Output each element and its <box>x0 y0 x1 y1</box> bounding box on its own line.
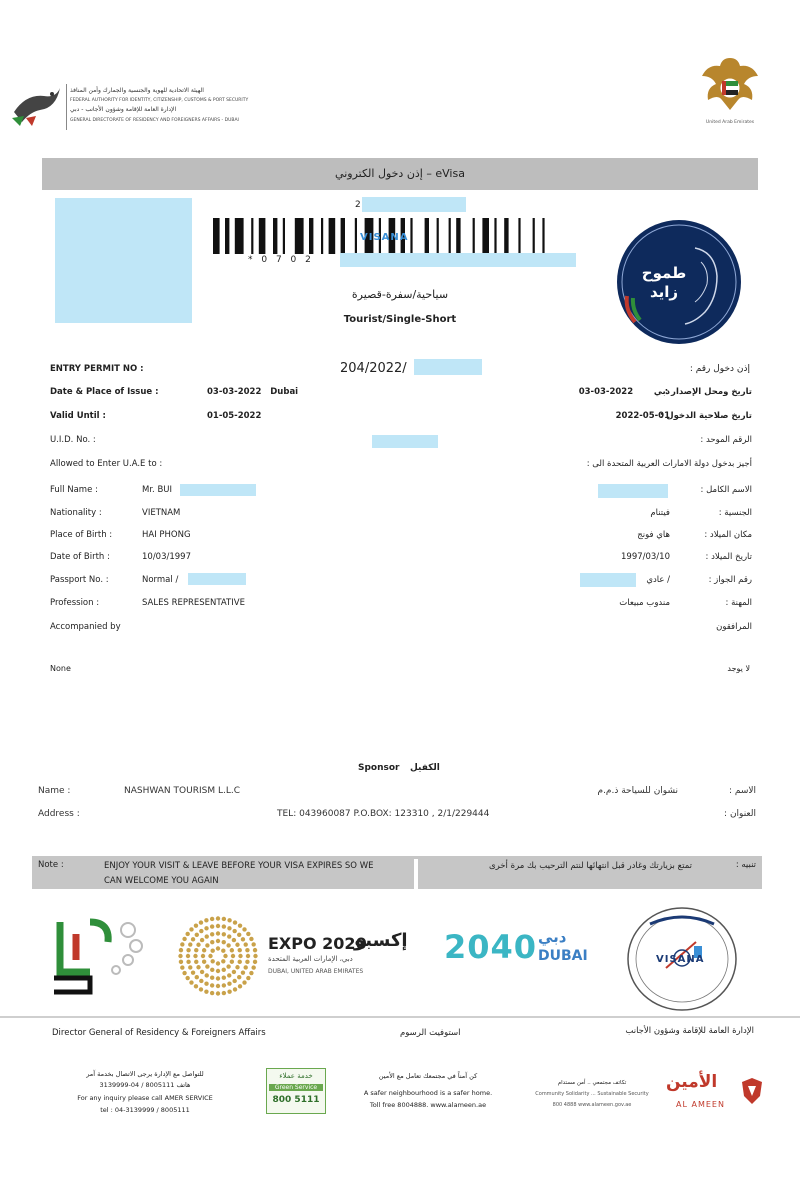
sponsor-address-label-ar: العنوان : <box>724 809 756 819</box>
directorate-ar: الإدارة العامة للإقامة وشؤون الأجانب <box>625 1026 754 1036</box>
note-label-ar: تنبيه : <box>735 860 756 870</box>
accompanied-none-ar: لا يوجد <box>727 664 750 673</box>
field-label-ar: رقم الجواز : <box>708 575 752 585</box>
sponsor-name-label-en: Name : <box>38 786 71 796</box>
falcon-emblem-icon <box>700 54 760 120</box>
expo-rosette-icon <box>176 914 260 998</box>
uae-emblem <box>700 54 760 128</box>
field-value-en: HAI PHONG <box>142 530 191 540</box>
photo-redacted <box>55 198 192 323</box>
alameen-en1: A safer neighbourhood is a safer home. <box>363 1089 493 1097</box>
sponsor-address: TEL: 043960087 P.O.BOX: 123310 , 2/1/229444 <box>277 809 490 819</box>
field-value-ar: فيتنام <box>650 508 670 518</box>
alameen-shield-icon <box>740 1078 764 1106</box>
barcode-top-text: 2 <box>355 200 361 210</box>
alameen-en2: Toll free 8004888. www.alameen.ae <box>369 1101 487 1109</box>
dubai2040-ar: دبي <box>538 928 567 946</box>
accompanied-none-en: None <box>50 664 71 673</box>
field-value-ar: / عادي <box>646 575 670 585</box>
field-value-ar: 1997/03/10 <box>621 552 670 562</box>
sponsor-title-ar: الكفيل <box>410 763 440 773</box>
permit-number-redacted <box>414 359 482 375</box>
authority-ar-line2: الإدارة العامة للإقامة وشؤون الأجانب - دبي <box>70 106 177 113</box>
field-label-ar: الاسم الكامل : <box>700 485 752 495</box>
visa-type-en: Tourist/Single-Short <box>343 314 457 325</box>
field-label-ar: تاريخ صلاحية الدخول : <box>659 411 752 421</box>
evisa-title: إذن دخول الكتروني – eVisa <box>335 167 465 180</box>
sponsor-title-en: Sponsor <box>358 763 400 773</box>
field-label-en: Nationality : <box>50 508 102 518</box>
alameen-logo-en: AL AMEEN <box>676 1100 725 1109</box>
field-label-en: Profession : <box>50 598 100 608</box>
community-ar: تكاتف مجتمعي .. أمن مستدام <box>557 1080 627 1086</box>
uid-redacted <box>372 435 438 448</box>
permit-number: 204/2022/ <box>340 361 407 376</box>
field-label-en: Date of Birth : <box>50 552 110 562</box>
evisa-header-bar <box>42 158 758 190</box>
inquiry-ar1: للتواصل مع الإدارة يرجى الاتصال بخدمة آمر <box>86 1070 204 1078</box>
emblem-caption: United Arab Emirates <box>705 120 755 125</box>
field-label-en: Valid Until : <box>50 411 106 421</box>
field-label-en: Allowed to Enter U.A.E to : <box>50 459 163 469</box>
field-value-en: 03-03-2022 Dubai <box>207 387 299 397</box>
authority-ar-line1: الهيئة الاتحادية للهوية والجنسية والجمارك وأمن المنافذ <box>70 87 204 94</box>
note-bar-split <box>414 859 418 889</box>
barcode-top-redacted <box>362 197 466 212</box>
expo-sub-en: DUBAI, UNITED ARAB EMIRATES <box>268 968 364 975</box>
field-label-ar: الجنسية : <box>718 508 752 518</box>
sponsor-name-en: NASHWAN TOURISM L.L.C <box>124 786 240 796</box>
sponsor-address-label-en: Address : <box>38 809 80 819</box>
field-value-en: SALES REPRESENTATIVE <box>142 598 245 608</box>
sponsor-name-ar: نشوان للسياحة ذ.م.م <box>597 786 678 796</box>
field-label-ar: المرافقون <box>716 622 752 632</box>
note-label-en: Note : <box>38 860 64 870</box>
field-value-en: 10/03/1997 <box>142 552 191 562</box>
field-value-ar: هاي فونج <box>637 530 670 540</box>
expo-title-en: EXPO 2020 <box>268 934 367 953</box>
permit-label-en: ENTRY PERMIT NO : <box>50 364 144 374</box>
year-of-50-icon <box>50 912 150 996</box>
visa-type-ar: سياحية/سفرة-قصيرة <box>351 288 449 301</box>
barcode-bottom-redacted <box>340 253 576 267</box>
authority-divider <box>66 84 67 130</box>
field-value-en: Mr. BUI <box>142 485 173 495</box>
green-service-logo <box>266 1068 326 1114</box>
permit-label-ar: إذن دخول رقم : <box>689 364 750 374</box>
dubai2040-number: 2040 <box>444 928 538 966</box>
dubai2040-en: DUBAI <box>538 948 588 964</box>
field-label-en: Full Name : <box>50 485 98 495</box>
inquiry-ar2: هاتف 8005111 / 04-3139999 <box>99 1081 191 1089</box>
footer-divider <box>0 1016 800 1018</box>
field-label-ar: الرقم الموحد : <box>700 435 752 445</box>
field-label-ar: تاريخ ومحل الإصدار : <box>664 387 752 397</box>
field-label-ar: مكان الميلاد : <box>704 530 752 540</box>
inquiry-en2: tel : 04-3139999 / 8005111 <box>100 1106 190 1114</box>
name-ar-redacted <box>598 484 668 498</box>
signature-ar: استوفيت الرسوم <box>400 1028 461 1038</box>
badge-text: طموح زايد <box>641 264 687 301</box>
note-text-ar: تمتع بزيارتك وغادر قبل انتهائها لنتم الترحيب بك مرة أخرى <box>488 861 692 871</box>
field-label-ar: المهنة : <box>725 598 752 608</box>
passport-ar-redacted <box>580 573 636 587</box>
field-label-en: U.I.D. No. : <box>50 435 96 445</box>
alameen-logo-ar: الأمين <box>666 1072 718 1092</box>
expo-title-ar: إكسبو <box>354 930 408 951</box>
field-value-ar: 2022-05-01 <box>615 411 670 421</box>
visana-watermark: VISANA <box>360 232 409 243</box>
expo-logo <box>176 914 260 998</box>
name-en-redacted <box>180 484 256 496</box>
community-en: Community Solidarity ... Sustainable Security <box>535 1091 649 1097</box>
field-label-ar: تاريخ الميلاد : <box>705 552 752 562</box>
field-value-en: VIETNAM <box>142 508 181 518</box>
field-value-en: 01-05-2022 <box>207 411 262 421</box>
visana-stamp-text: VISANA <box>656 954 705 965</box>
field-label-ar: أجيز بدخول دولة الامارات العربية المتحدة الى : <box>586 459 752 469</box>
field-label-en: Date & Place of Issue : <box>50 387 159 397</box>
green-num: 800 5111 <box>272 1095 320 1105</box>
green-top: خدمة عملاء <box>279 1072 313 1080</box>
zayed-badge <box>615 218 743 346</box>
gdrfa-logo <box>10 82 62 130</box>
director-en: Director General of Residency & Foreigners Affairs <box>52 1028 266 1038</box>
field-value-en: Normal / <box>142 575 179 585</box>
expo-sub-ar: دبي، الإمارات العربية المتحدة <box>268 955 353 963</box>
authority-en-line2: GENERAL DIRECTORATE OF RESIDENCY AND FOREIGNERS AFFAIRS - DUBAI <box>70 118 239 123</box>
barcode-bottom-text: * 0 7 0 2 <box>248 255 314 265</box>
passport-en-redacted <box>188 573 246 585</box>
field-label-en: Passport No. : <box>50 575 109 585</box>
green-mid: Green Service <box>269 1084 323 1091</box>
field-label-en: Accompanied by <box>50 622 121 632</box>
inquiry-en1: For any inquiry please call AMER SERVICE <box>77 1094 213 1102</box>
community-web: 800 4888 www.alameen.gov.ae <box>552 1102 632 1108</box>
field-label-en: Place of Birth : <box>50 530 113 540</box>
visana-stamp <box>626 906 738 1012</box>
field-value-ar: مندوب مبيعات <box>619 598 670 608</box>
field-value-ar: دبي 2022-03-03 <box>578 387 670 397</box>
year-logo <box>50 912 150 996</box>
alameen-ar1: كن آمناً في مجتمعك تعامل مع الأمين <box>378 1072 478 1080</box>
sponsor-name-label-ar: الاسم : <box>728 786 756 796</box>
note-text-en: ENJOY YOUR VISIT & LEAVE BEFORE YOUR VISA EXPIRES SO WE CAN WELCOME YOU AGAIN <box>104 861 374 886</box>
falcon-icon <box>10 82 62 130</box>
authority-en-line1: FEDERAL AUTHORITY FOR IDENTITY, CITIZENSHIP, CUSTOMS & PORT SECURITY <box>70 98 249 103</box>
